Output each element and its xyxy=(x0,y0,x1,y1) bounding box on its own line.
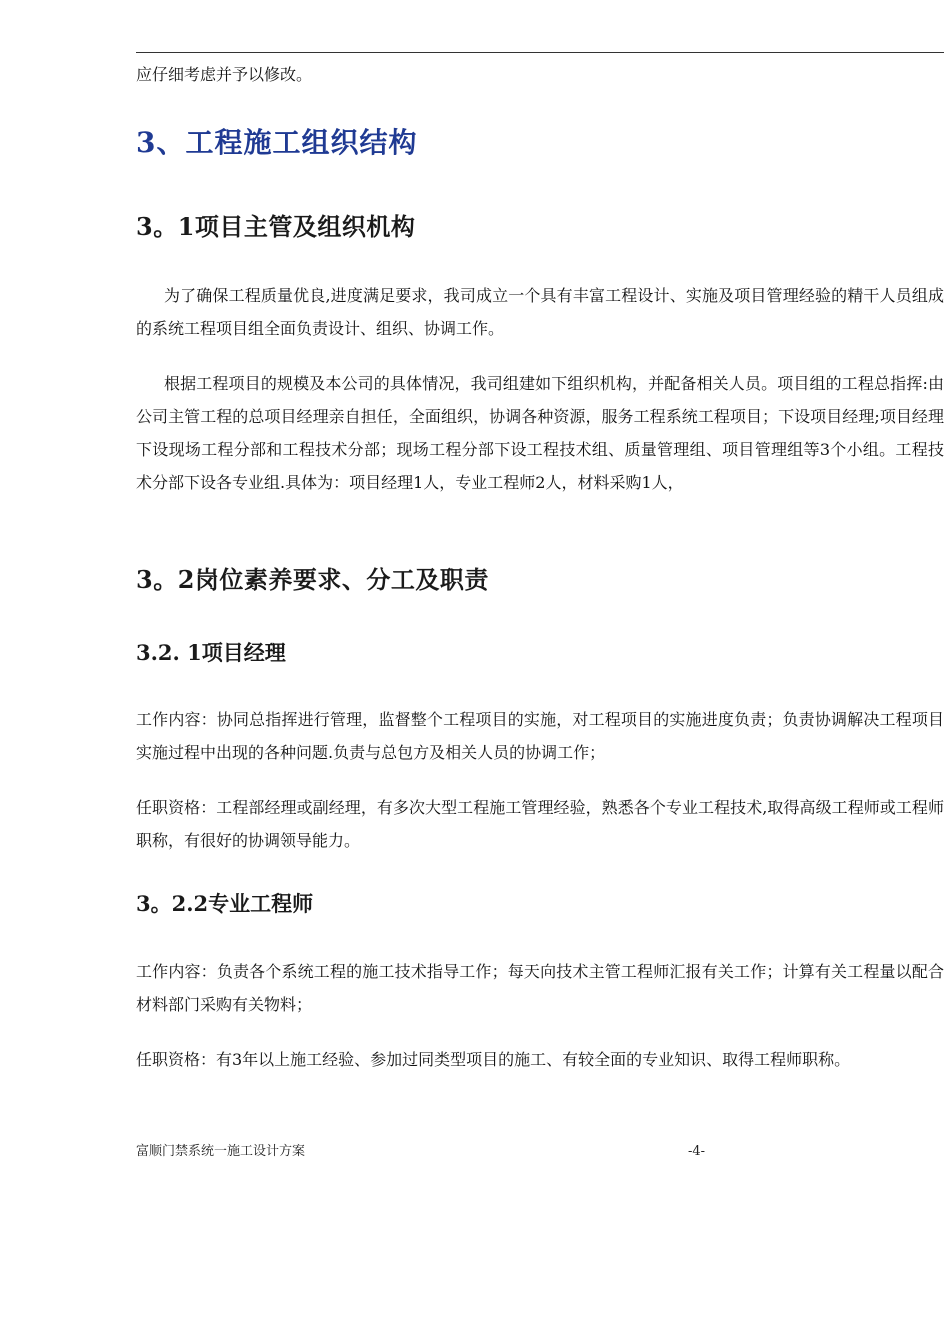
subsection-title-3-1: 3。1项目主管及组织机构 xyxy=(136,212,416,241)
continuation-text: 应仔细考虑并予以修改。 xyxy=(136,65,313,84)
footer-document-title: 富顺门禁系统一施工设计方案 xyxy=(136,1144,306,1159)
paragraph-pm-qualifications: 任职资格：工程部经理或副经理，有多次大型工程施工管理经验，熟悉各个专业工程技术,取得高级工程师或工程师职称，有很好的协调领导能力。 xyxy=(136,798,944,850)
footer-page-number: -4- xyxy=(688,1144,706,1159)
heading-3-2-2: 3。2.2专业工程师 xyxy=(136,891,314,916)
heading-3-2-1: 3.2. 1项目经理 xyxy=(136,640,286,665)
section-title: 3、工程施工组织结构 xyxy=(136,126,418,159)
paragraph-engineer-duties: 工作内容：负责各个系统工程的施工技术指导工作；每天向技术主管工程师汇报有关工作；计算有关工程量以配合材料部门采购有关物料； xyxy=(136,962,944,1014)
paragraph-3-1-intro: 为了确保工程质量优良,进度满足要求，我司成立一个具有丰富工程设计、实施及项目管理经验的精干人员组成的系统工程项目组全面负责设计、组织、协调工作。 xyxy=(136,286,944,338)
paragraph-pm-duties: 工作内容：协同总指挥进行管理，监督整个工程项目的实施，对工程项目的实施进度负责；负责协调解决工程项目实施过程中出现的各种问题.负责与总包方及相关人员的协调工作； xyxy=(136,710,944,762)
subsection-title-3-2: 3。2岗位素养要求、分工及职责 xyxy=(136,565,489,594)
header-rule xyxy=(136,52,944,53)
paragraph-engineer-qualifications: 任职资格：有3年以上施工经验、参加过同类型项目的施工、有较全面的专业知识、取得工程师职称。 xyxy=(136,1050,851,1069)
paragraph-3-1-structure: 根据工程项目的规模及本公司的具体情况，我司组建如下组织机构，并配备相关人员。项目组的工程总指挥:由公司主管工程的总项目经理亲自担任，全面组织，协调各种资源，服务工程系统工程项目；下设项目经理;项目经理下设现场工程分部和工程技术分部；现场工程分部下设工程技术组、质量管理组、项目管理组等3个小组。工程技术分部下设各专业组.具体为：项目经理1人，专业工程师2人，材料采购1人， xyxy=(136,374,944,492)
